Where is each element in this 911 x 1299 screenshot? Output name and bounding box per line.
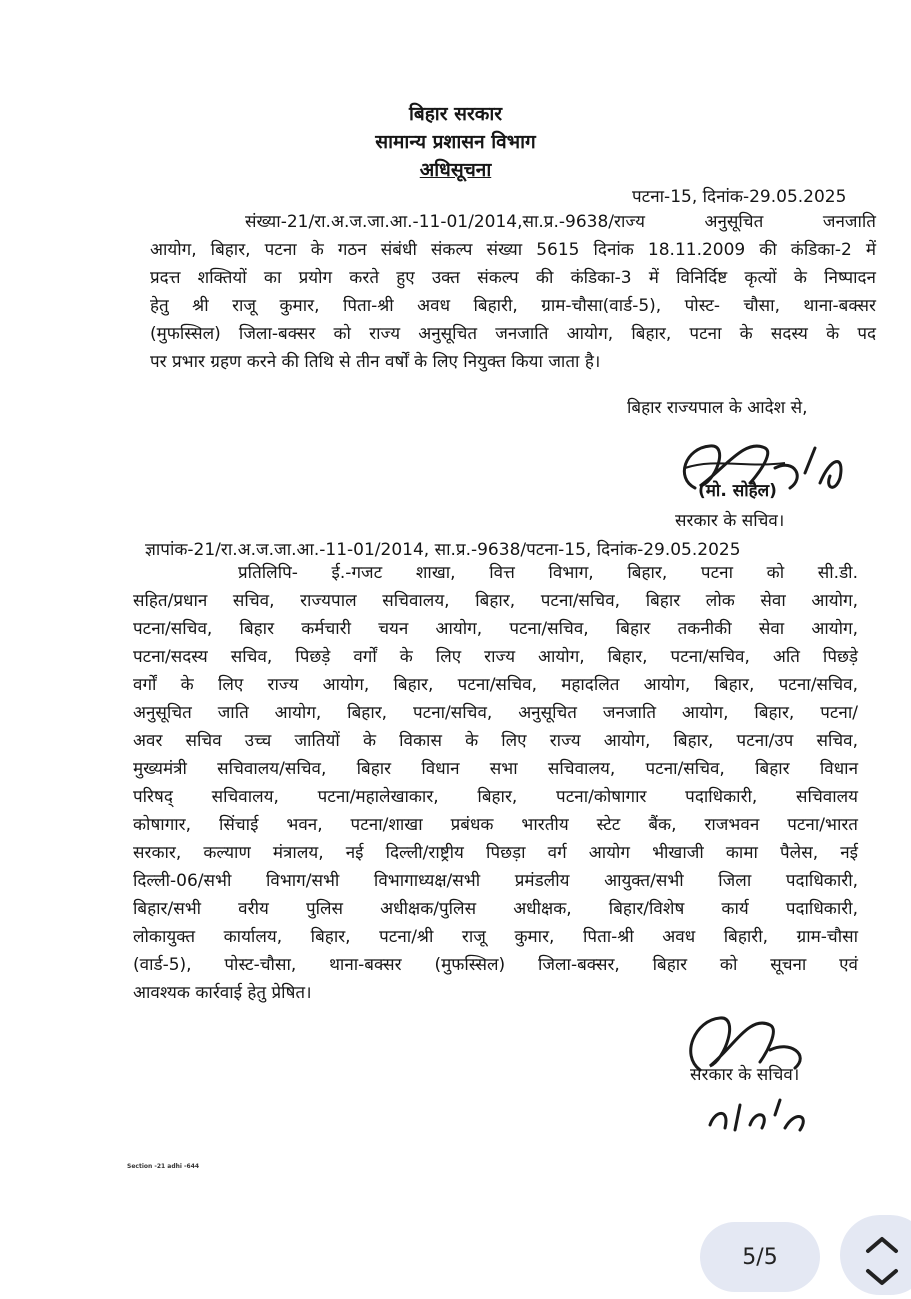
document-title: अधिसूचना (419, 159, 492, 181)
place-date: पटना-15, दिनांक-29.05.2025 (632, 187, 847, 207)
memo-line: वर्गों के लिए राज्य आयोग, बिहार, पटना/सचिव, महादलित आयोग, बिहार, पटना/सचिव, (133, 675, 858, 695)
memo-line: मुख्यमंत्री सचिवालय/सचिव, बिहार विधान सभा सचिवालय, पटना/सचिव, बिहार विधान (133, 759, 858, 779)
memo-body (133, 559, 858, 1007)
memo-signatory-post: सरकार के सचिव। (690, 1065, 800, 1085)
memo-line: कोषागार, सिंचाई भवन, पटना/शाखा प्रबंधक भारतीय स्टेट बैंक, राजभवन पटना/भारत (133, 815, 858, 835)
notification-line: (मुफस्सिल) जिला-बक्सर को राज्य अनुसूचित जनजाति आयोग, बिहार, पटना के सदस्य के पद (150, 324, 876, 344)
by-order-line: बिहार राज्यपाल के आदेश से, (627, 398, 808, 418)
memo-line: पटना/सदस्य सचिव, पिछड़े वर्गों के लिए राज्य आयोग, बिहार, पटना/सचिव, अति पिछड़े (133, 647, 858, 667)
notification-line: आयोग, बिहार, पटना के गठन संबंधी संकल्प संख्या 5615 दिनांक 18.11.2009 की कंडिका-2 में (150, 240, 876, 260)
memo-line: बिहार/सभी वरीय पुलिस अधीक्षक/पुलिस अधीक्षक, बिहार/विशेष कार्य पदाधिकारी, (133, 899, 858, 919)
chevron-up-icon (840, 1215, 911, 1295)
memo-line: पटना/सचिव, बिहार कर्मचारी चयन आयोग, पटना/सचिव, बिहार तकनीकी सेवा आयोग, (133, 619, 858, 639)
department-heading: सामान्य प्रशासन विभाग (375, 131, 536, 153)
notification-line: प्रदत्त शक्तियों का प्रयोग करते हुए उक्त संकल्प की कंडिका-3 में विनिर्दिष्ट कृत्यों के निष्पादन (150, 268, 876, 288)
notification-body (150, 208, 876, 376)
memo-number-line: ज्ञापांक-21/रा.अ.ज.जा.आ.-11-01/2014, सा.प्र.-9638/पटना-15, दिनांक-29.05.2025 (145, 540, 741, 560)
notification-line: पर प्रभार ग्रहण करने की तिथि से तीन वर्षों के लिए नियुक्त किया जाता है। (150, 352, 601, 372)
government-heading: बिहार सरकार (408, 103, 503, 125)
signatory-name: (मो. सोहैल) (698, 481, 777, 501)
memo-line: प्रतिलिपि- ई.-गजट शाखा, वित्त विभाग, बिहार, पटना को सी.डी. (238, 563, 858, 583)
memo-line: (वार्ड-5), पोस्ट-चौसा, थाना-बक्सर (मुफस्सिल) जिला-बक्सर, बिहार को सूचना एवं (133, 955, 858, 975)
scroll-up-button[interactable] (840, 1215, 911, 1295)
page-indicator: 5/5 (700, 1222, 820, 1292)
memo-line: लोकायुक्त कार्यालय, बिहार, पटना/श्री राजू कुमार, पिता-श्री अवध बिहारी, ग्राम-चौसा (133, 927, 858, 947)
memo-line: सरकार, कल्याण मंत्रालय, नई दिल्ली/राष्ट्रीय पिछड़ा वर्ग आयोग भीखाजी कामा पैलेस, नई (133, 843, 858, 863)
memo-line: सहित/प्रधान सचिव, राज्यपाल सचिवालय, बिहार, पटना/सचिव, बिहार लोक सेवा आयोग, (133, 591, 858, 611)
memo-line: दिल्ली-06/सभी विभाग/सभी विभागाध्यक्ष/सभी प्रमंडलीय आयुक्त/सभी जिला पदाधिकारी, (133, 871, 858, 891)
memo-line: अवर सचिव उच्च जातियों के विकास के लिए राज्य आयोग, बिहार, पटना/उप सचिव, (133, 731, 858, 751)
memo-line: अनुसूचित जाति आयोग, बिहार, पटना/सचिव, अनुसूचित जनजाति आयोग, बिहार, पटना/ (133, 703, 858, 723)
notification-line: हेतु श्री राजू कुमार, पिता-श्री अवध बिहारी, ग्राम-चौसा(वार्ड-5), पोस्ट- चौसा, थाना-बक्सर (150, 296, 876, 316)
signatory-post: सरकार के सचिव। (675, 511, 785, 531)
memo-line: परिषद् सचिवालय, पटना/महालेखाकार, बिहार, पटना/कोषागार पदाधिकारी, सचिवालय (133, 787, 858, 807)
notification-line: संख्या-21/रा.अ.ज.जा.आ.-11-01/2014,सा.प्र.-9638/राज्य अनुसूचित जनजाति (245, 212, 876, 232)
memo-line: आवश्यक कार्रवाई हेतु प्रेषित। (133, 983, 312, 1003)
footer-code: Section -21 adhi -644 (127, 1163, 200, 1170)
